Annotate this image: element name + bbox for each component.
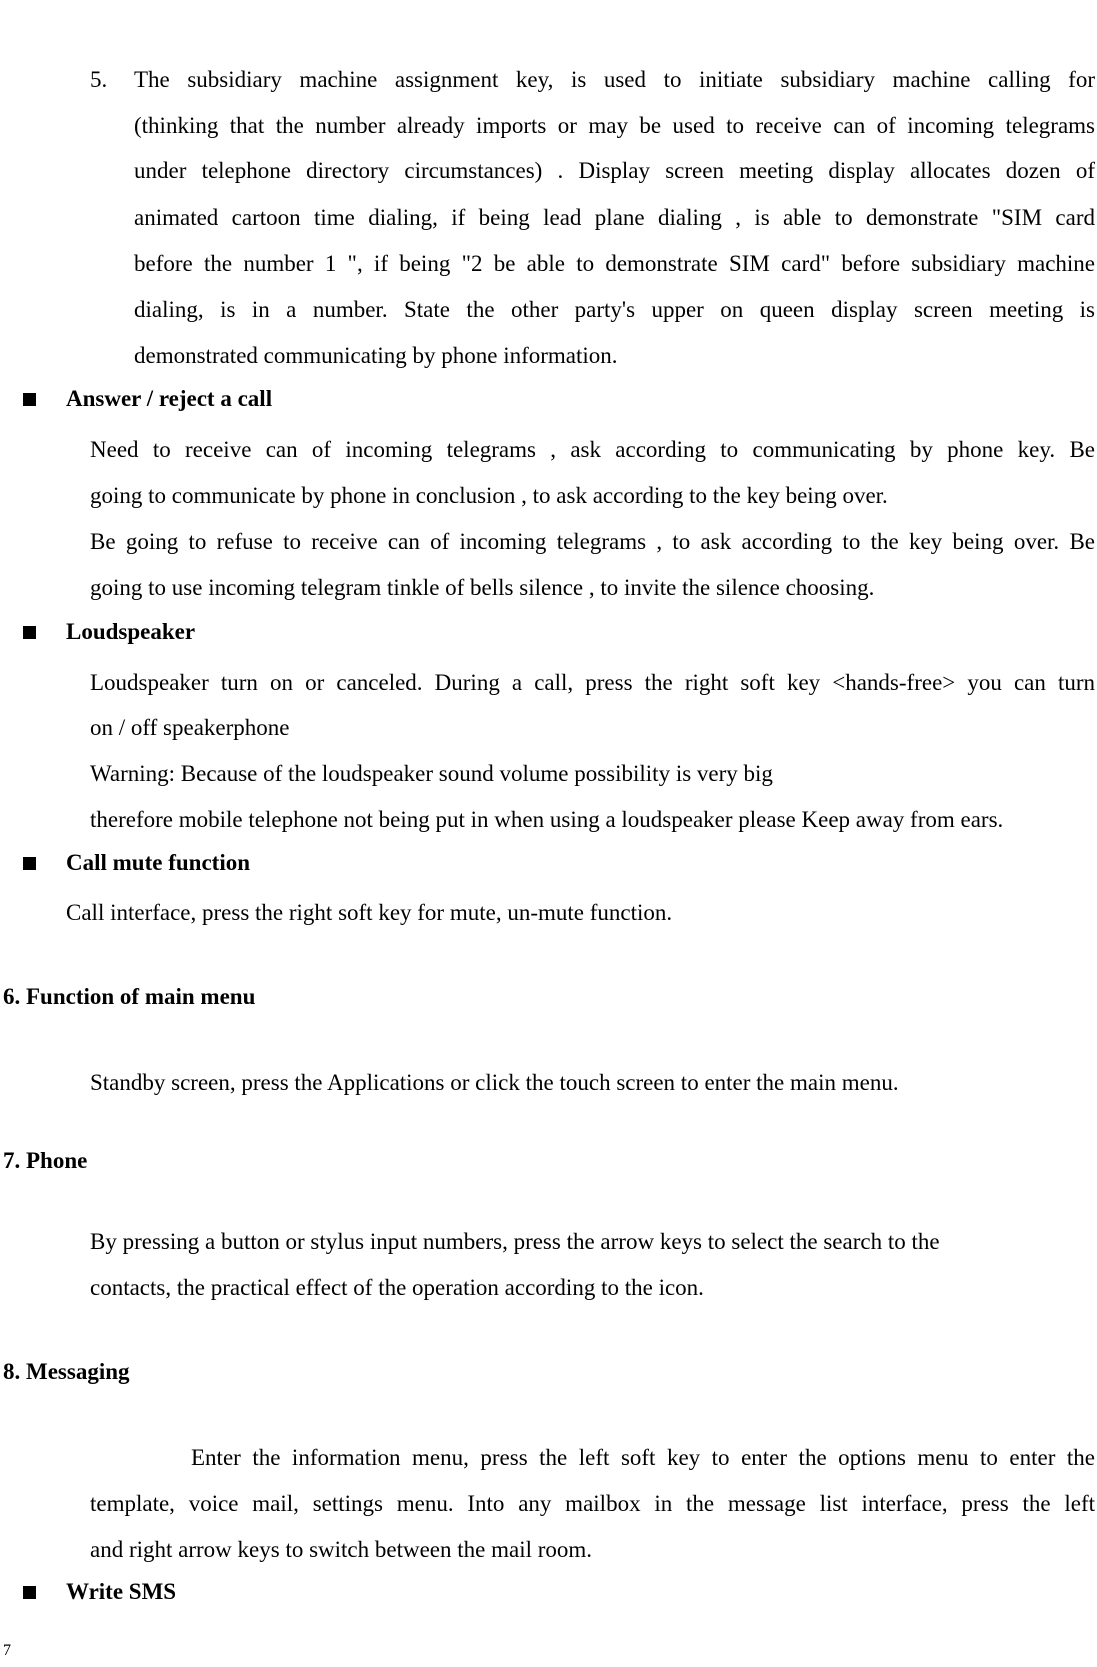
text-line: contacts, the practical effect of the operation according to the icon.	[90, 1275, 704, 1300]
section-heading: Call mute function	[66, 850, 250, 875]
text-line: Enter the information menu, press the left soft key to enter the options menu to enter the	[191, 1445, 1095, 1470]
text-line: before the number 1 ", if being "2 be able to demonstrate SIM card" before subsidiary machine	[134, 251, 1095, 276]
text-line: (thinking that the number already imports or may be used to receive can of incoming telegrams	[134, 113, 1095, 138]
item-number: 5.	[90, 67, 108, 92]
text-line: Call interface, press the right soft key for mute, un-mute function.	[66, 900, 673, 925]
bullet-square-icon	[23, 393, 36, 406]
text-line: Standby screen, press the Applications or click the touch screen to enter the main menu.	[90, 1070, 899, 1095]
text-line: Need to receive can of incoming telegrams , ask according to communicating by phone key. Be	[90, 437, 1095, 462]
section-heading: 6. Function of main menu	[3, 984, 256, 1009]
section-heading: Loudspeaker	[66, 619, 196, 644]
page-number: 7	[3, 1642, 11, 1659]
section-heading: Write SMS	[66, 1579, 177, 1604]
section-heading: Answer / reject a call	[66, 386, 273, 411]
text-line: animated cartoon time dialing, if being lead plane dialing , is able to demonstrate "SIM card	[134, 205, 1095, 230]
bullet-square-icon	[23, 626, 36, 639]
bullet-square-icon	[23, 857, 36, 870]
text-line: dialing, is in a number. State the other party's upper on queen display screen meeting is	[134, 297, 1095, 322]
section-heading: 7. Phone	[3, 1148, 88, 1173]
text-line: therefore mobile telephone not being put in when using a loudspeaker please Keep away from ears.	[90, 807, 1004, 832]
section-heading: 8. Messaging	[3, 1359, 130, 1384]
text-line: Warning: Because of the loudspeaker sound volume possibility is very big	[90, 761, 773, 786]
text-line: Be going to refuse to receive can of incoming telegrams , to ask according to the key being over. Be	[90, 529, 1095, 554]
text-line: under telephone directory circumstances) . Display screen meeting display allocates dozen of	[134, 158, 1095, 183]
text-line: demonstrated communicating by phone information.	[134, 343, 618, 368]
text-line: Loudspeaker turn on or canceled. During a call, press the right soft key <hands-free> you can turn	[90, 670, 1095, 695]
text-line: The subsidiary machine assignment key, is used to initiate subsidiary machine calling for	[134, 67, 1095, 92]
text-line: By pressing a button or stylus input numbers, press the arrow keys to select the search to the	[90, 1229, 940, 1254]
text-line: on / off speakerphone	[90, 715, 290, 740]
bullet-square-icon	[23, 1586, 36, 1599]
text-line: template, voice mail, settings menu. Into any mailbox in the message list interface, press the left	[90, 1491, 1095, 1516]
text-line: going to use incoming telegram tinkle of bells silence , to invite the silence choosing.	[90, 575, 875, 600]
text-line: and right arrow keys to switch between the mail room.	[90, 1537, 593, 1562]
text-line: going to communicate by phone in conclusion , to ask according to the key being over.	[90, 483, 888, 508]
